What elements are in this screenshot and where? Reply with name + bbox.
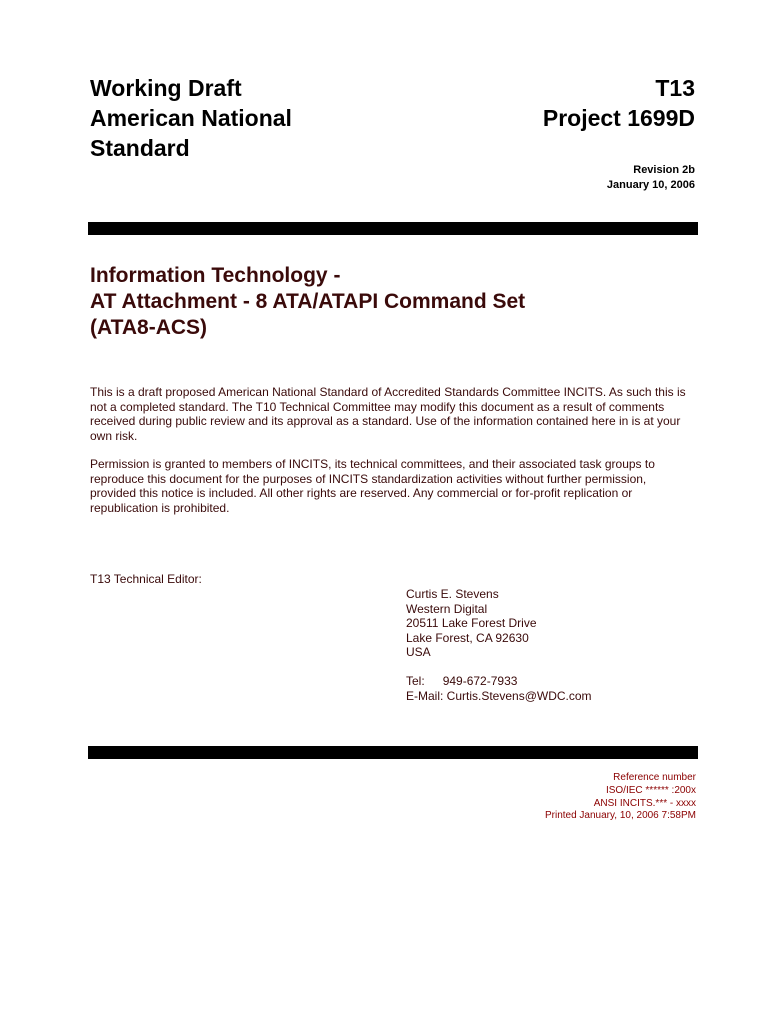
reference-info bbox=[545, 772, 696, 823]
phone-number: 949-672-7933 bbox=[442, 674, 518, 688]
editor-country: USA bbox=[406, 645, 431, 659]
editor-label: T13 Technical Editor: bbox=[90, 572, 202, 586]
phone-label: Tel: bbox=[406, 674, 425, 688]
editor-street: 20511 Lake Forest Drive bbox=[406, 616, 537, 630]
top-divider bbox=[88, 222, 698, 235]
editor-city: Lake Forest, CA 92630 bbox=[406, 630, 529, 645]
draft-notice-paragraph: This is a draft proposed American National Standard of Accredited Standards Committee INCITS. As such this is not a completed standard. The T10 Technical Committee may modify this document as a result of comments received during public review and its approval as a standard. Use of the information contained here in is at your own risk. bbox=[90, 385, 686, 443]
title-line-2: AT Attachment - 8 ATA/ATAPI Command Set bbox=[90, 290, 526, 313]
contact-spacer bbox=[406, 660, 592, 675]
bottom-divider bbox=[88, 746, 698, 759]
editor-phone bbox=[406, 674, 592, 689]
project-id bbox=[543, 73, 695, 133]
committee-name: T13 bbox=[655, 75, 695, 101]
editor-name: Curtis E. Stevens bbox=[406, 587, 499, 601]
revision-date: January 10, 2006 bbox=[606, 179, 695, 191]
status-line-3: Standard bbox=[90, 135, 190, 161]
status-line-2: American National bbox=[90, 105, 292, 131]
revision-label: Revision 2b bbox=[633, 164, 695, 176]
title-line-3: (ATA8-ACS) bbox=[90, 316, 208, 339]
title-line-1: Information Technology - bbox=[90, 264, 341, 287]
iso-reference: ISO/IEC ****** :200x bbox=[605, 784, 696, 796]
revision-info bbox=[607, 163, 695, 193]
status-line-1: Working Draft bbox=[90, 75, 242, 101]
ansi-reference: ANSI INCITS.*** - xxxx bbox=[593, 797, 696, 809]
editor-contact bbox=[406, 587, 592, 703]
editor-email: E-Mail: Curtis.Stevens@WDC.com bbox=[406, 688, 592, 703]
editor-company: Western Digital bbox=[406, 601, 488, 616]
print-timestamp: Printed January, 10, 2006 7:58PM bbox=[544, 810, 696, 822]
project-number: Project 1699D bbox=[542, 105, 695, 131]
document-title bbox=[90, 263, 525, 341]
permission-paragraph: Permission is granted to members of INCITS, its technical committees, and their associated task groups to reproduce this document for the purposes of INCITS standardization activities without further permission, provided this notice is included. All other rights are reserved. Any commercial or for-profit replication or republication is prohibited. bbox=[90, 457, 655, 515]
reference-label: Reference number bbox=[613, 772, 696, 783]
document-status bbox=[90, 73, 292, 163]
